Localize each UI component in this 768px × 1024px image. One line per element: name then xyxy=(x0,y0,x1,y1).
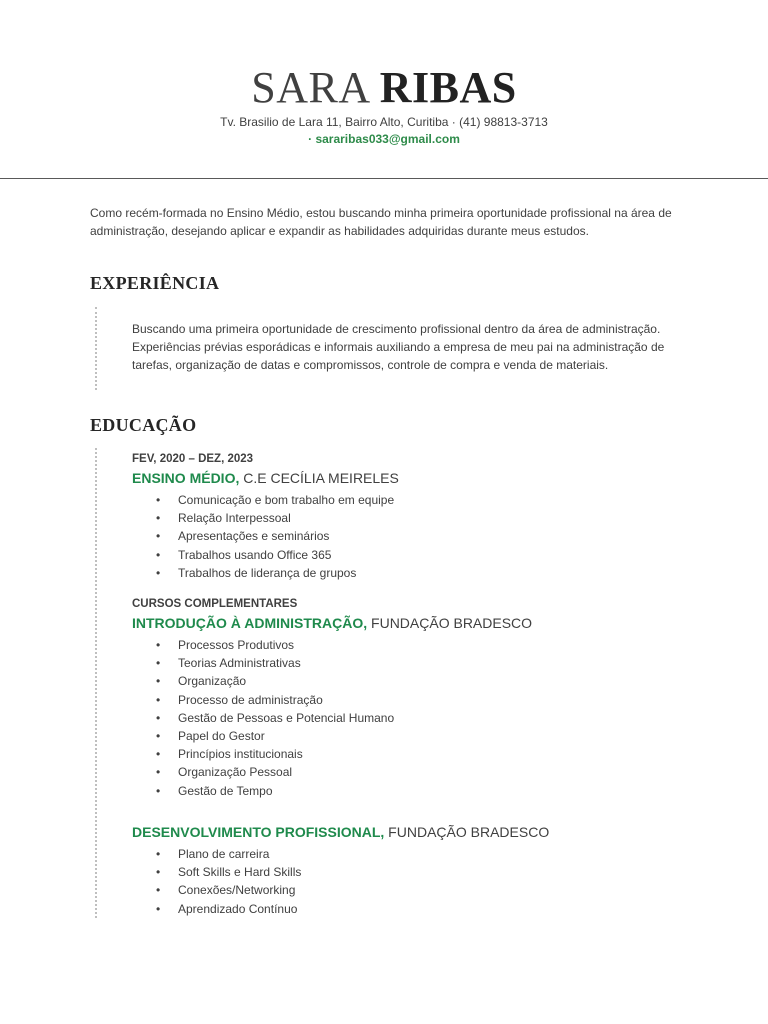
last-name: RIBAS xyxy=(379,63,517,112)
list-item: • Gestão de Tempo xyxy=(132,782,394,800)
entry-institution: FUNDAÇÃO BRADESCO xyxy=(367,615,533,631)
list-item: • Aprendizado Contínuo xyxy=(132,900,301,918)
course-topics-list xyxy=(132,845,301,918)
list-item: • Conexões/Networking xyxy=(132,881,301,899)
education-heading: EDUCAÇÃO xyxy=(90,415,197,435)
list-item: • Apresentações e seminários xyxy=(132,527,394,545)
entry-degree: INTRODUÇÃO À ADMINISTRAÇÃO, xyxy=(132,615,368,631)
skills-list xyxy=(132,491,394,582)
list-item: • Trabalhos usando Office 365 xyxy=(132,546,394,564)
first-name: SARA xyxy=(251,63,369,112)
email-link[interactable]: · sararibas033@gmail.com xyxy=(308,132,460,146)
resume-header xyxy=(0,0,768,179)
experience-description: Buscando uma primeira oportunidade de crescimento profissional dentro da área de administração. Experiências prévias esporádicas e informais auxiliando a empresa de meu pai na administração de tarefas, organização de datas e compromissos, controle de compra e venda de materiais. xyxy=(132,322,665,372)
list-item: • Processos Produtivos xyxy=(132,636,394,654)
list-item: • Organização xyxy=(132,672,394,690)
list-item: • Processo de administração xyxy=(132,691,394,709)
entry-date: FEV, 2020 – DEZ, 2023 xyxy=(132,453,254,465)
entry-title xyxy=(132,614,532,632)
course-topics-list xyxy=(132,636,394,800)
experience-timeline-divider xyxy=(95,307,97,390)
list-item: • Organização Pessoal xyxy=(132,763,394,781)
professional-summary: Como recém-formada no Ensino Médio, estou buscando minha primeira oportunidade profissional na área de administração, desejando aplicar e expandir as habilidades adquiridas durante meus estudos. xyxy=(90,206,672,238)
entry-degree: ENSINO MÉDIO, xyxy=(132,470,240,486)
entry-title xyxy=(132,469,399,487)
education-timeline-divider xyxy=(95,448,97,918)
list-item: • Teorias Administrativas xyxy=(132,654,394,672)
list-item: • Princípios institucionais xyxy=(132,745,394,763)
list-item: • Gestão de Pessoas e Potencial Humano xyxy=(132,709,394,727)
contact-info: Tv. Brasilio de Lara 11, Bairro Alto, Curitiba · (41) 98813-3713 xyxy=(220,115,548,129)
experience-heading: EXPERIÊNCIA xyxy=(90,273,220,293)
entry-date: CURSOS COMPLEMENTARES xyxy=(132,598,298,610)
candidate-name xyxy=(0,62,768,114)
list-item: • Relação Interpessoal xyxy=(132,509,394,527)
list-item: • Trabalhos de liderança de grupos xyxy=(132,564,394,582)
list-item: • Plano de carreira xyxy=(132,845,301,863)
entry-title xyxy=(132,823,549,841)
list-item: • Soft Skills e Hard Skills xyxy=(132,863,301,881)
list-item: • Papel do Gestor xyxy=(132,727,394,745)
entry-degree: DESENVOLVIMENTO PROFISSIONAL, xyxy=(132,824,385,840)
list-item: • Comunicação e bom trabalho em equipe xyxy=(132,491,394,509)
entry-institution: C.E CECÍLIA MEIRELES xyxy=(239,470,399,486)
entry-institution: FUNDAÇÃO BRADESCO xyxy=(384,824,550,840)
